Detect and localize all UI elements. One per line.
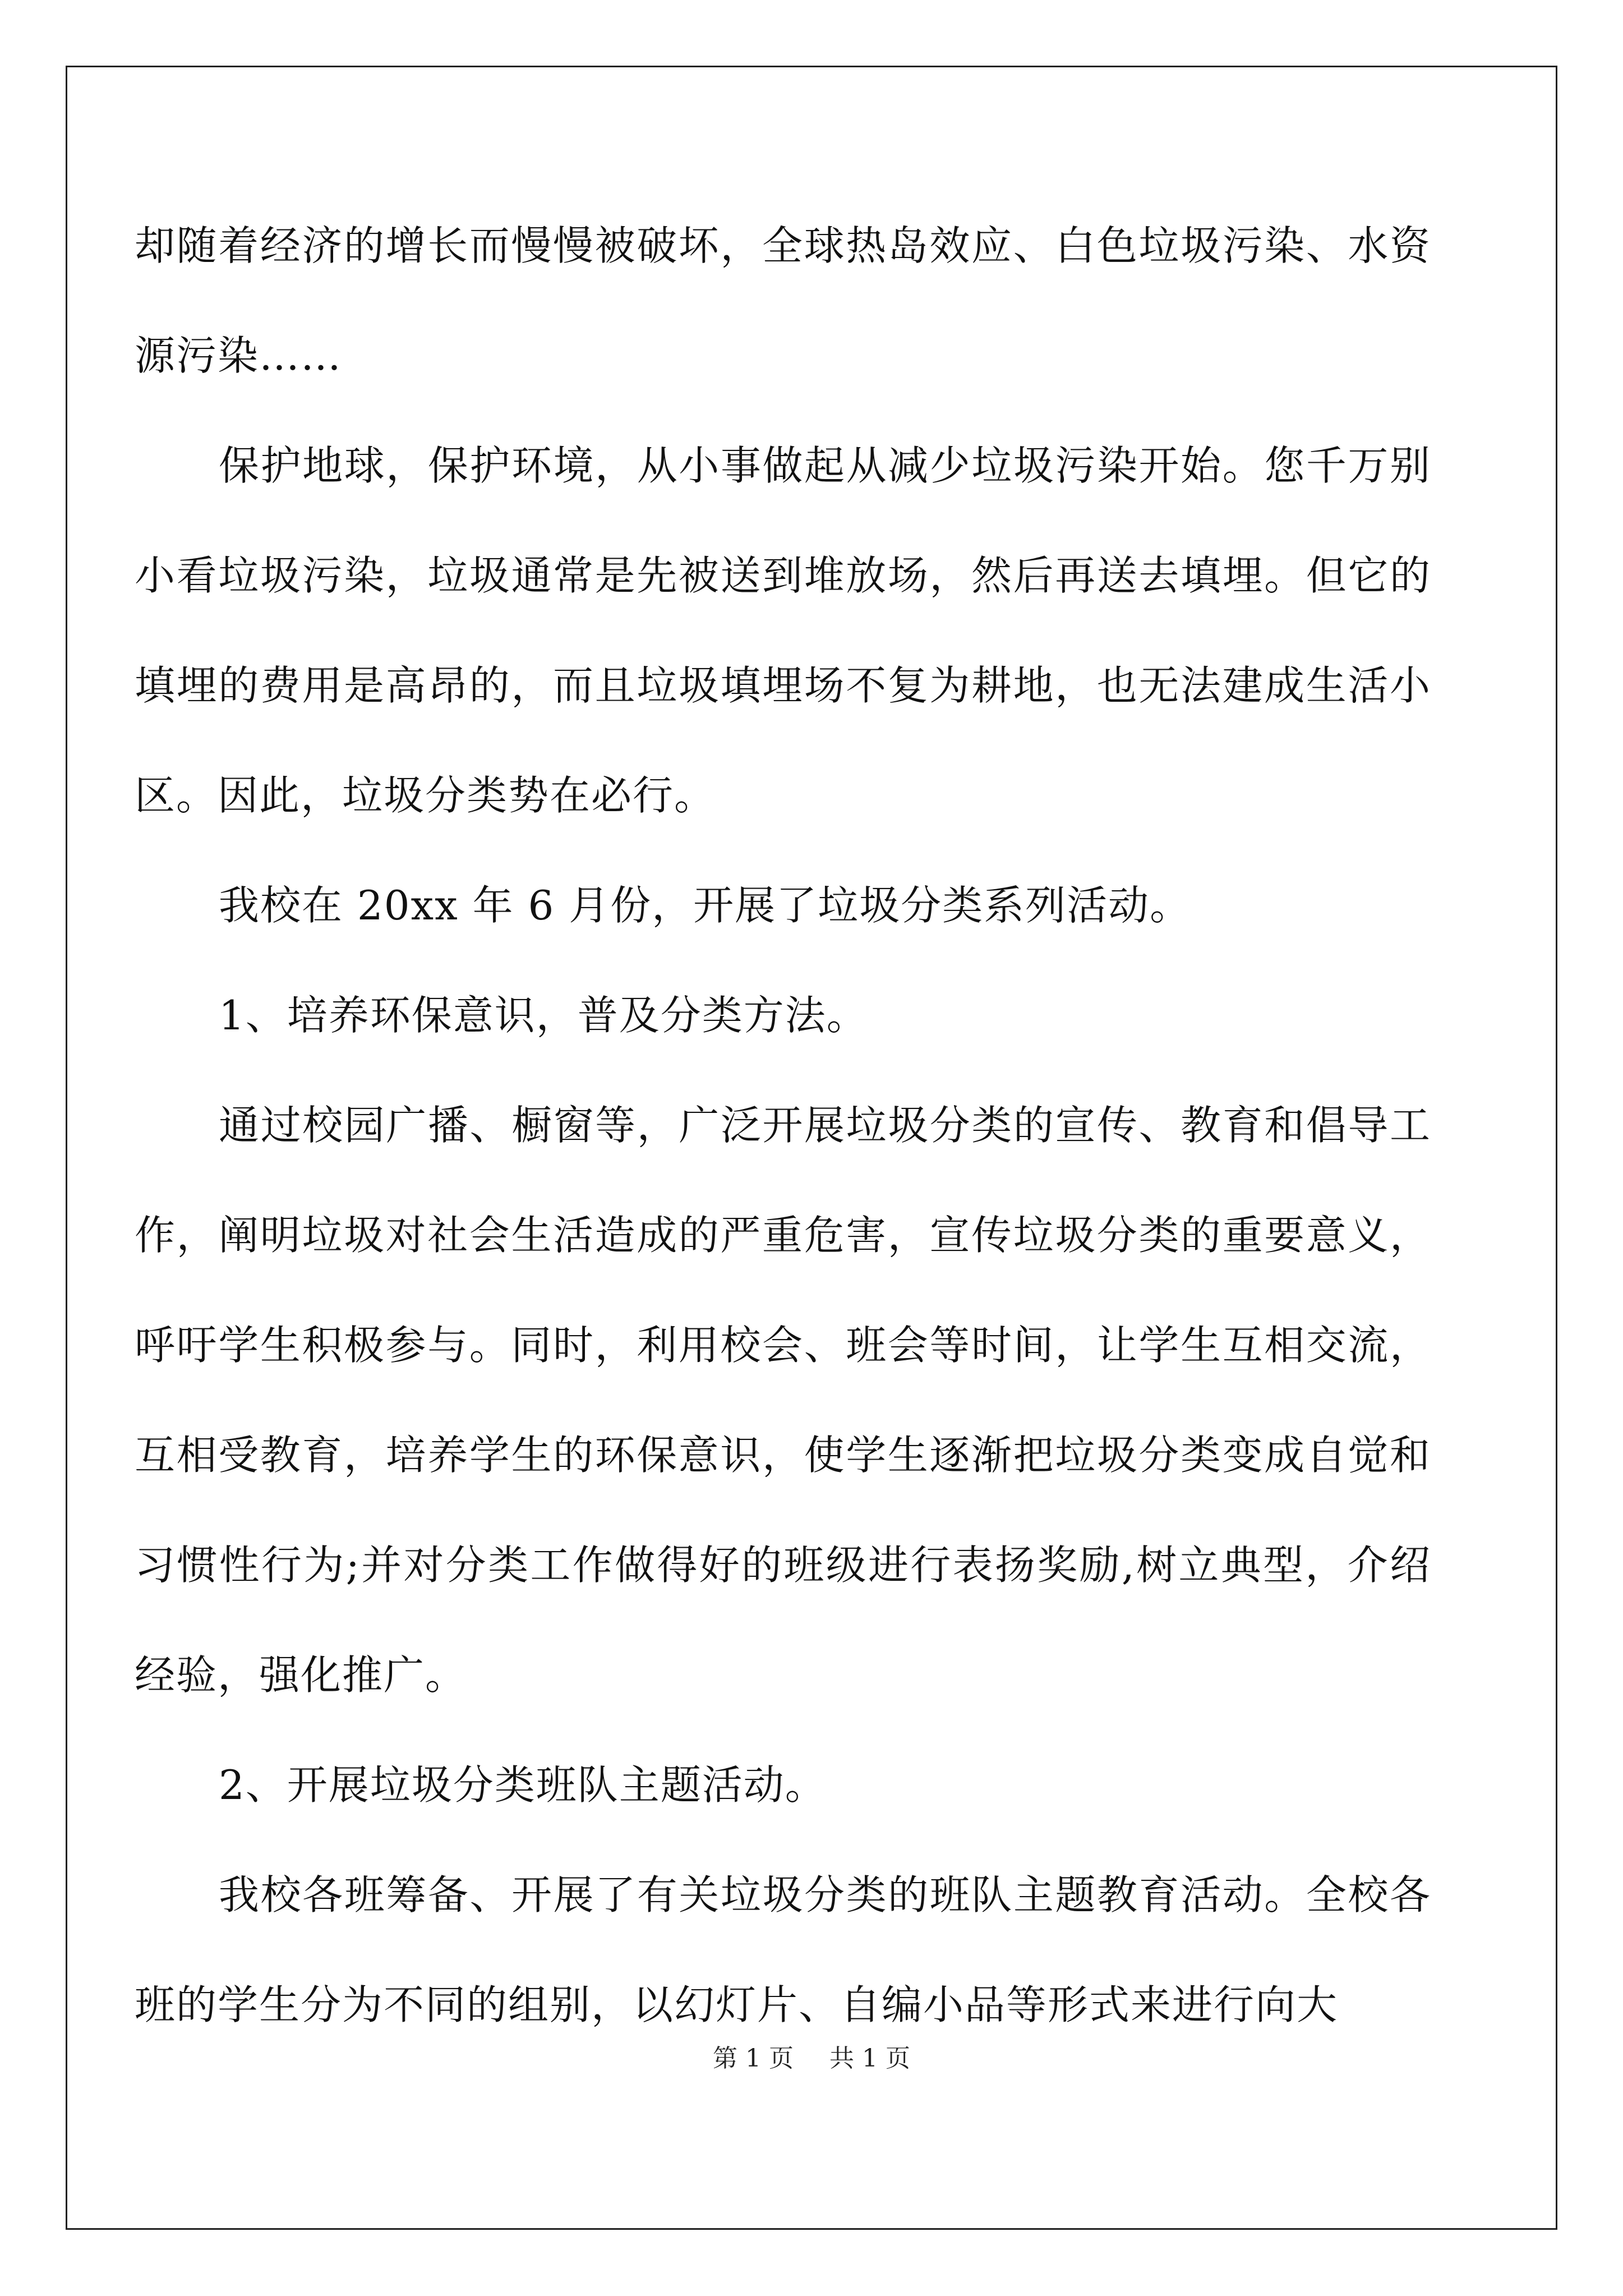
paragraph: 通过校园广播、橱窗等，广泛开展垃圾分类的宣传、教育和倡导工作，阐明垃圾对社会生活造成的严重危害，宣传垃圾分类的重要意义，呼吁学生积极参与。同时，利用校会、班会等时间，让学生互相交流，互相受教育，培养学生的环保意识，使学生逐渐把垃圾分类变成自觉和习惯性行为;并对分类工作做得好的班级进行表扬奖励,树立典型，介绍经验，强化推广。 [135, 1102, 1431, 1699]
paragraph: 我校各班筹备、开展了有关垃圾分类的班队主题教育活动。全校各班的学生分为不同的组别，以幻灯片、自编小品等形式来进行向大 [135, 1871, 1431, 2028]
document-body [135, 191, 1431, 2060]
section-heading: 1、培养环保意识，普及分类方法。 [219, 992, 868, 1039]
page-total: 共 1 页 [829, 2044, 910, 2073]
paragraph: 保护地球，保护环境，从小事做起从减少垃圾污染开始。您千万别小看垃圾污染，垃圾通常是先被送到堆放场，然后再送去填埋。但它的填埋的费用是高昂的，而且垃圾填埋场不复为耕地，也无法建成生活小区。因此，垃圾分类势在必行。 [135, 442, 1431, 819]
paragraph: 我校在 20xx 年 6 月份，开展了垃圾分类系列活动。 [219, 882, 1192, 929]
page-number: 第 1 页 [713, 2044, 794, 2073]
page-footer [0, 2042, 1623, 2076]
section-heading: 2、开展垃圾分类班队主题活动。 [219, 1761, 827, 1809]
paragraph-continuation: 却随着经济的增长而慢慢被破坏，全球热岛效应、白色垃圾污染、水资源污染…… [135, 222, 1431, 379]
